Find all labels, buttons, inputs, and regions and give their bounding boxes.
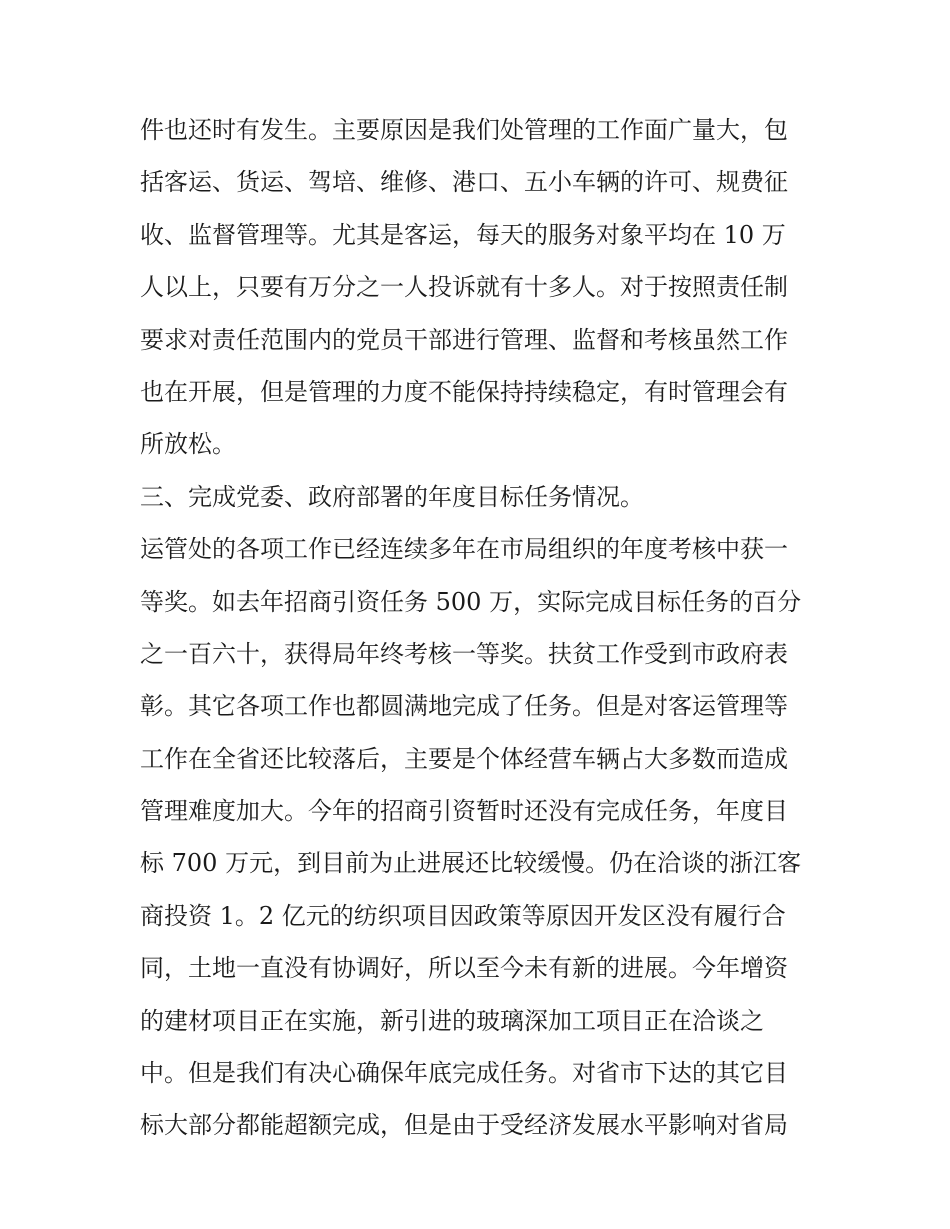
text-line: 同，土地一直没有协调好，所以至今未有新的进展。今年增资 — [140, 954, 788, 983]
text-line: 管理难度加大。今年的招商引资暂时还没有完成任务，年度目 — [140, 797, 788, 826]
text-line: 的建材项目正在实施，新引进的玻璃深加工项目正在洽谈之 — [140, 1006, 764, 1035]
text-line: 也在开展，但是管理的力度不能保持持续稳定，有时管理会有 — [140, 377, 788, 406]
section-heading: 三、完成党委、政府部署的年度目标任务情况。 — [140, 482, 644, 511]
text-line: 等奖。如去年招商引资任务 500 万，实际完成目标任务的百分 — [140, 587, 802, 616]
text-line: 要求对责任范围内的党员干部进行管理、监督和考核虽然工作 — [140, 325, 788, 354]
text-line: 标 700 万元，到目前为止进展还比较缓慢。仍在洽谈的浙江客 — [140, 849, 802, 878]
text-line: 标大部分都能超额完成，但是由于受经济发展水平影响对省局 — [140, 1111, 788, 1140]
text-line: 括客运、货运、驾培、维修、港口、五小车辆的许可、规费征 — [140, 168, 788, 197]
document-body — [140, 104, 820, 1152]
text-line: 人以上，只要有万分之一人投诉就有十多人。对于按照责任制 — [140, 273, 788, 302]
text-line: 收、监督管理等。尤其是客运，每天的服务对象平均在 10 万 — [140, 220, 786, 249]
text-line: 运管处的各项工作已经连续多年在市局组织的年度考核中获一 — [140, 535, 788, 564]
text-line: 所放松。 — [140, 430, 236, 459]
text-line: 彰。其它各项工作也都圆满地完成了任务。但是对客运管理等 — [140, 692, 788, 721]
text-line: 件也还时有发生。主要原因是我们处管理的工作面广量大，包 — [140, 116, 788, 144]
text-line: 商投资 1。2 亿元的纺织项目因政策等原因开发区没有履行合 — [140, 901, 786, 930]
text-line: 之一百六十，获得局年终考核一等奖。扶贫工作受到市政府表 — [140, 639, 788, 668]
text-line: 中。但是我们有决心确保年底完成任务。对省市下达的其它目 — [140, 1059, 788, 1088]
text-line: 工作在全省还比较落后，主要是个体经营车辆占大多数而造成 — [140, 744, 788, 773]
